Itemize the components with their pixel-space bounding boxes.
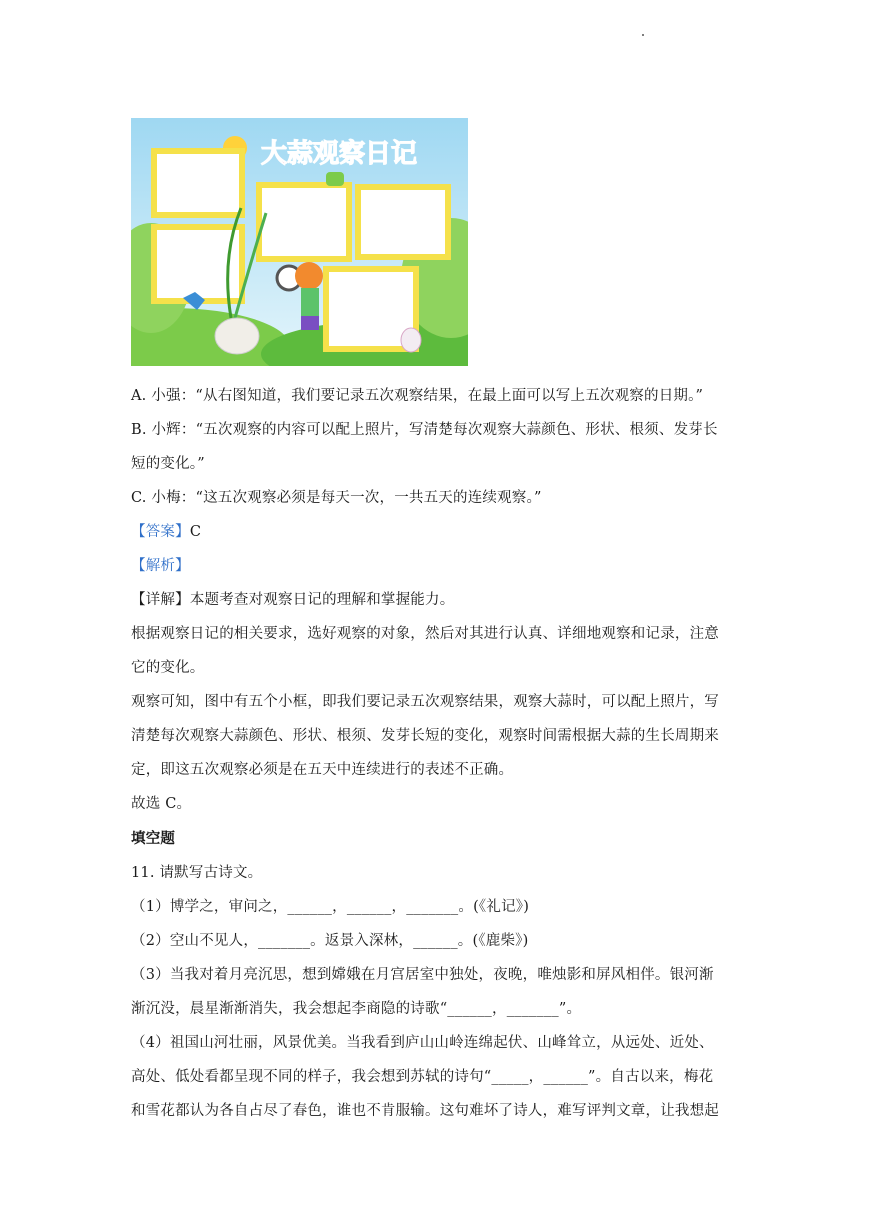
q11-part3-line1: （3）当我对着月亮沉思，想到嫦娥在月宫居室中独处，夜晚，唯烛影和屏风相伴。银河渐 [131,967,714,983]
option-b-line2: 短的变化。” [131,456,205,472]
page-mark [642,34,644,36]
detail-line3: 它的变化。 [131,660,205,676]
q11-part4-line1: （4）祖国山河壮丽，风景优美。当我看到庐山山岭连绵起伏、山峰耸立，从远处、近处、 [131,1035,714,1051]
option-b-line1: B. 小辉：“五次观察的内容可以配上照片，写清楚每次观察大蒜颜色、形状、根须、发芽长 [131,422,718,438]
answer-value: C [189,524,202,540]
option-a: A. 小强：“从右图知道，我们要记录五次观察结果，在最上面可以写上五次观察的日期。” [131,388,704,404]
detail-text: 本题考查对观察日记的理解和掌握能力。 [189,592,455,608]
detail-line1 [131,590,454,610]
analysis-label: 【解析】 [131,558,190,574]
garlic-icon [215,318,259,354]
q11-part4-line2: 高处、低处看都呈现不同的样子，我会想到苏轼的诗句“_____，______”。自古以来，梅花 [131,1069,714,1085]
detail-label: 【详解】 [131,592,190,608]
detail-line5: 清楚每次观察大蒜颜色、形状、根须、发芽长短的变化，观察时间需根据大蒜的生长周期来 [131,728,719,744]
q11-part4-line3: 和雪花都认为各自占尽了春色，谁也不肯服输。这句难坏了诗人，难写评判文章，让我想起 [131,1103,719,1119]
option-c: C. 小梅：“这五次观察必须是每天一次，一共五天的连续观察。” [131,490,542,506]
detail-line2: 根据观察日记的相关要求，选好观察的对象，然后对其进行认真、详细地观察和记录，注意 [131,626,719,642]
answer-label: 【答案】 [131,524,190,540]
q11-part1: （1）博学之，审问之，______，______，_______。(《礼记》) [131,899,530,915]
section-title: 填空题 [131,831,176,847]
detail-line7: 故选 C。 [131,796,192,812]
answer-line [131,522,201,542]
kettle-icon [326,172,344,186]
detail-line6: 定，即这五次观察必须是在五天中连续进行的表述不正确。 [131,762,514,778]
q11-part2: （2）空山不见人，_______。返景入深林，______。(《鹿柴》) [131,933,529,949]
detail-line4: 观察可知，图中有五个小框，即我们要记录五次观察结果，观察大蒜时，可以配上照片，写 [131,694,719,710]
q11-stem: 11. 请默写古诗文。 [131,865,263,881]
q11-part3-line2: 渐沉没，晨星渐渐消失，我会想起李商隐的诗歌“______，_______”。 [131,1001,582,1017]
garlic-diary-poster [131,118,468,366]
garlic-clove-icon [401,328,421,352]
poster-title: 大蒜观察日记 [260,139,418,169]
